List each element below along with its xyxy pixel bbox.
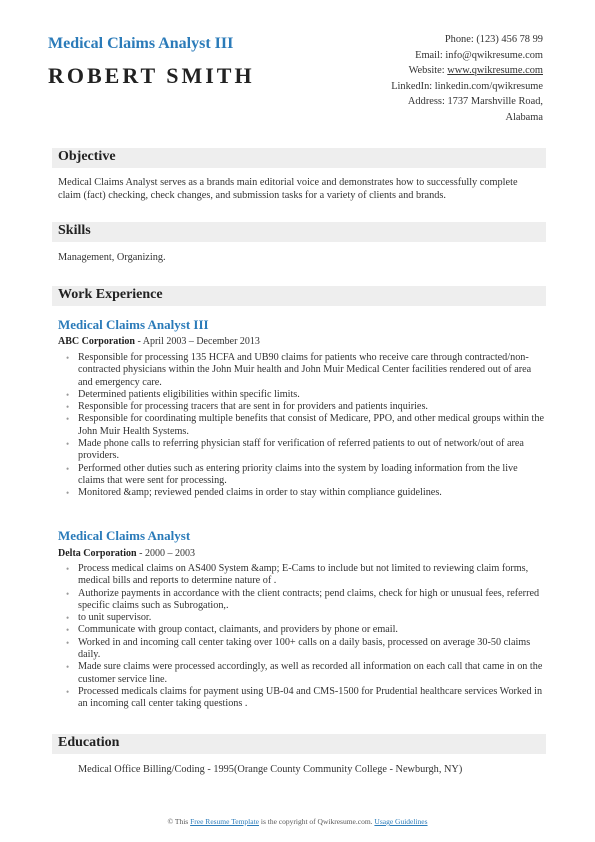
skills-section-header [52,222,546,242]
objective-title: Objective [58,149,116,164]
contact-block [283,32,543,125]
job-bullet-list [62,563,546,711]
job-dates: - April 2003 – December 2013 [134,336,260,347]
job-bullet-list [62,352,546,500]
contact-website [283,63,543,79]
skills-title: Skills [58,223,91,238]
contact-linkedin: LinkedIn: linkedin.com/qwikresume [391,80,543,92]
footer-prefix: © This [167,817,191,826]
contact-phone: Phone: (123) 456 78 99 [444,34,543,45]
job-company-line [58,336,260,347]
usage-guidelines-link[interactable]: Usage Guidelines [374,817,428,826]
objective-text: Medical Claims Analyst serves as a brands main editorial voice and demonstrates how to successfully complete claim (fact) checking, check changes, and submission tasks for a variety of clients and brands. [58,177,518,201]
free-resume-template-link[interactable]: Free Resume Template [190,817,260,826]
list-item: • Authorize payments in accordance with the client contracts; pend claims, check for high or unusual fees, referred specific claims such as Subrogation,. [62,588,546,613]
education-title: Education [58,735,120,750]
list-item: • Responsible for processing tracers that are sent in for providers and patients inquiries. [62,401,546,413]
work-experience-title: Work Experience [58,287,163,302]
job-title: Medical Claims Analyst III [58,317,209,332]
education-text: Medical Office Billing/Coding - 1995(Orange County Community College - Newburgh, NY) [78,764,463,775]
footer [0,817,595,826]
list-item: • Processed medicals claims for payment using UB-04 and CMS-1500 for Prudential healthcare services Worked in an incoming call center taking questions . [62,686,546,711]
list-item: • Responsible for coordinating multiple benefits that consist of Medicare, PPO, and other medical groups within the John Muir Health Systems. [62,413,546,438]
list-item: • Worked in and incoming call center taking over 100+ calls on a daily basis, processed on average 30-50 claims daily. [62,637,546,662]
list-item: • to unit supervisor. [62,612,546,624]
job-company-line [58,548,195,559]
contact-email: Email: info@qwikresume.com [415,49,543,61]
list-item: • Communicate with group contact, claimants, and providers by phone or email. [62,624,546,636]
job-title: Medical Claims Analyst [58,528,191,543]
objective-section-header [52,148,546,168]
list-item: • Process medical claims on AS400 System &amp; E-Cams to include but not limited to reviewing claim forms, medical bills and reports to determine nature of . [62,563,546,588]
header-job-title: Medical Claims Analyst III [48,35,234,52]
company-name: ABC Corporation [58,336,135,347]
website-link[interactable]: www.qwikresume.com [447,65,543,76]
list-item: • Monitored &amp; reviewed pended claims in order to stay within compliance guidelines. [62,487,546,499]
work-experience-section-header [52,286,546,306]
skills-text: Management, Organizing. [58,252,166,263]
candidate-name: ROBERT SMITH [48,63,255,88]
contact-address-line1: Address: 1737 Marshville Road, [407,96,543,107]
footer-middle: is the copyright of Qwikresume.com. [259,817,375,826]
list-item: • Responsible for processing 135 HCFA and UB90 claims for patients who receive care through contracted/non-contracted physicians within the John Muir health and John Muir Medical Center facilities rendered out of area and emergency care. [62,352,546,389]
company-name: Delta Corporation [58,548,137,559]
list-item: • Performed other duties such as entering priority claims into the system by loading information from the live claims that were sent for processing. [62,463,546,488]
job-dates: - 2000 – 2003 [136,548,195,559]
list-item: • Determined patients eligibilities within specific limits. [62,389,546,401]
contact-website-label: Website: [408,65,448,76]
contact-address-line2: Alabama [505,111,543,123]
list-item: • Made sure claims were processed accordingly, as well as recorded all information on each call that came in on the customer service line. [62,661,546,686]
list-item: • Made phone calls to referring physician staff for verification of referred patients to out of network/out of area providers. [62,438,546,463]
education-section-header [52,734,546,754]
